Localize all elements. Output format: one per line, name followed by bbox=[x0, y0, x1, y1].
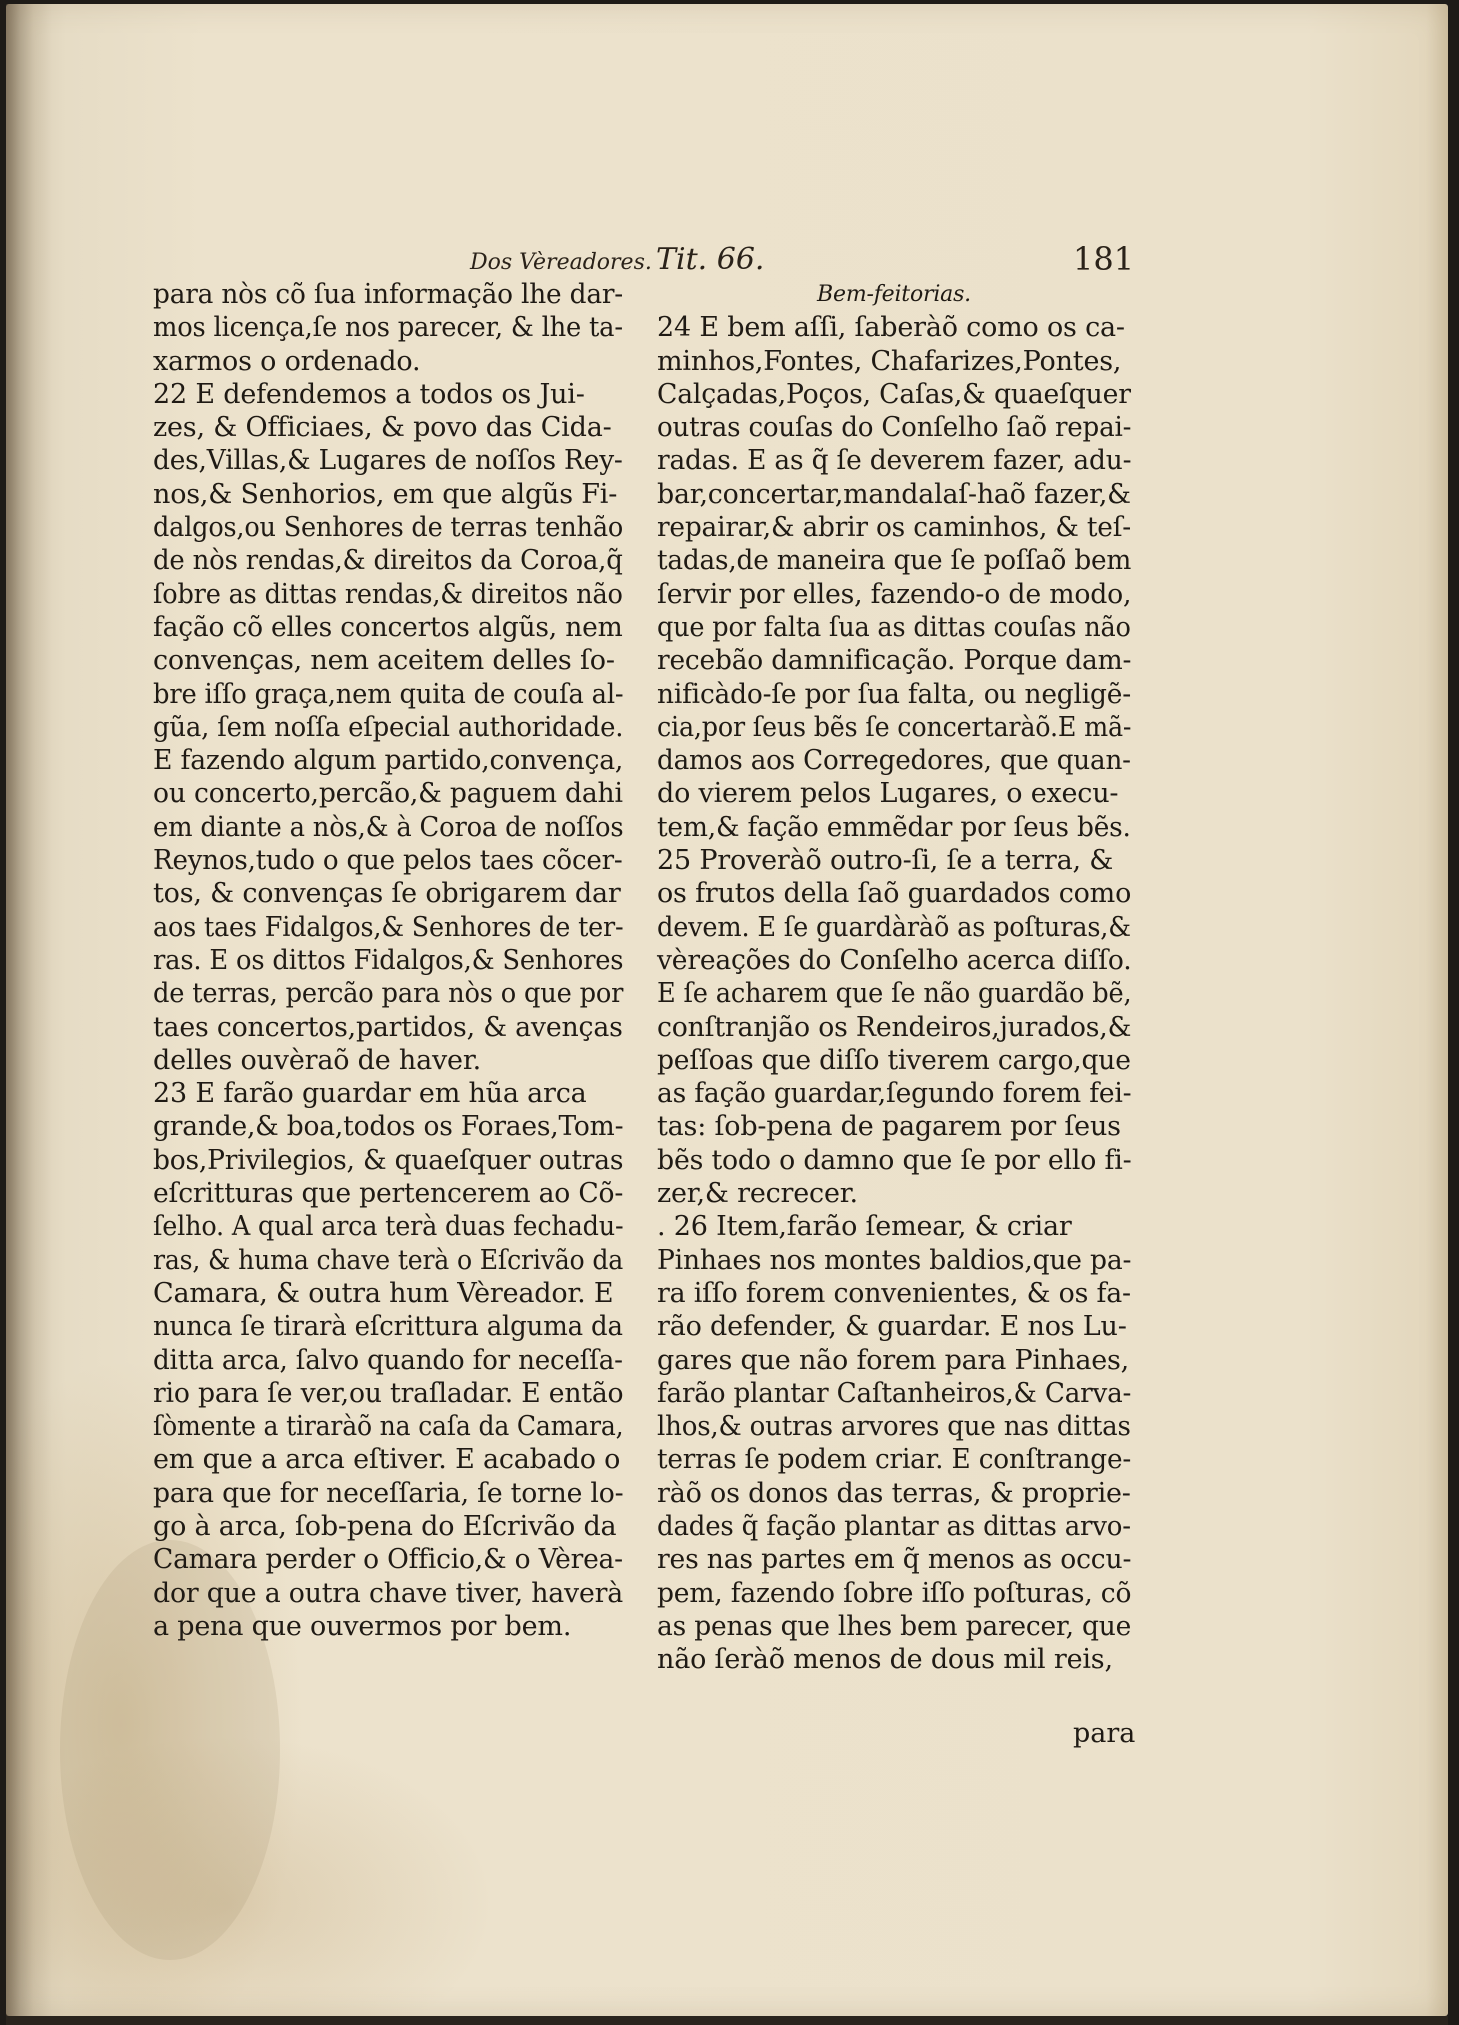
text-line: gũa, ſem noſſa eſpecial authoridade. bbox=[153, 711, 624, 743]
text-line: minhos,Fontes, Chafarizes,Pontes, bbox=[657, 345, 1122, 377]
page-gutter-shadow bbox=[6, 4, 52, 2016]
text-line: 23 E farão guardar em hũa arca bbox=[153, 1078, 587, 1110]
text-line: res nas partes em q̃ menos as occu- bbox=[657, 1544, 1132, 1576]
text-line: Calçadas,Poços, Caſas,& quaeſquer bbox=[657, 378, 1131, 410]
text-line: pem, fazendo ſobre iſſo poſturas, cõ bbox=[657, 1577, 1132, 1609]
text-line: Camara, & outra hum Vèreador. E bbox=[153, 1277, 614, 1309]
text-line: de terras, percão para nòs o que por bbox=[153, 978, 624, 1010]
text-line: ſobre as dittas rendas,& direitos não bbox=[153, 578, 623, 610]
text-line: delles ouvèraõ de haver. bbox=[153, 1044, 481, 1076]
text-line: conſtranjão os Rendeiros,jurados,& bbox=[657, 1011, 1132, 1043]
left-text-column bbox=[153, 278, 623, 1643]
text-line: rio para ſe ver,ou traſladar. E então bbox=[153, 1377, 624, 1409]
text-line: as fação guardar,ſegundo forem fei- bbox=[657, 1078, 1132, 1110]
text-line: 22 E defendemos a todos os Jui- bbox=[153, 378, 585, 410]
text-line: repairar,& abrir os caminhos, & teſ- bbox=[657, 512, 1132, 544]
text-line: Pinhaes nos montes baldios,que pa- bbox=[657, 1244, 1132, 1276]
text-line: dades q̃ fação plantar as dittas arvo- bbox=[657, 1510, 1131, 1542]
text-line: vèreações do Conſelho acerca diſſo. bbox=[657, 944, 1132, 976]
text-line: do vierem pelos Lugares, o execu- bbox=[657, 778, 1119, 810]
section-subheading: Bem-feitorias. bbox=[817, 282, 971, 307]
text-line: grande,& boa,todos os Foraes,Tom- bbox=[153, 1111, 624, 1143]
text-line: gares que não forem para Pinhaes, bbox=[657, 1344, 1130, 1376]
text-line: mos licença,ſe nos parecer, & lhe ta- bbox=[153, 312, 623, 344]
text-line: tos, & convenças ſe obrigarem dar bbox=[153, 878, 621, 910]
text-line: tas: ſob-pena de pagarem por ſeus bbox=[657, 1111, 1121, 1143]
catchword: para bbox=[1073, 1718, 1136, 1749]
text-line: peſſoas que diſſo tiverem cargo,que bbox=[657, 1044, 1131, 1076]
text-line: ſervir por elles, fazendo-o de modo, bbox=[657, 578, 1132, 610]
text-line: para nòs cõ ſua informação lhe dar- bbox=[153, 279, 624, 310]
text-line: damos aos Corregedores, que quan- bbox=[657, 745, 1131, 777]
text-line: recebão damnificação. Porque dam- bbox=[657, 645, 1132, 677]
text-line: ra iſſo forem convenientes, & os fa- bbox=[657, 1277, 1131, 1309]
text-line: nos,& Senhorios, em que algũs Fi- bbox=[153, 478, 618, 510]
text-line: bre iſſo graça,nem quita de couſa al- bbox=[153, 678, 624, 710]
text-line: . 26 Item,farão ſemear, & criar bbox=[657, 1211, 1072, 1243]
right-text-column bbox=[657, 278, 1131, 1676]
text-line: go à arca, ſob-pena do Eſcrivão da bbox=[153, 1510, 617, 1542]
text-line: em que a arca eſtiver. E acabado o bbox=[153, 1444, 621, 1476]
text-line: em diante a nòs,& à Coroa de noſſos bbox=[153, 811, 624, 843]
text-line: xarmos o ordenado. bbox=[153, 345, 421, 377]
text-line: dalgos,ou Senhores de terras tenhão bbox=[153, 512, 624, 544]
text-line: de nòs rendas,& direitos da Coroa,q̃ bbox=[153, 545, 623, 577]
text-line: outras couſas do Conſelho ſaõ repai- bbox=[657, 412, 1132, 444]
running-head-section: Dos Vèreadores. bbox=[470, 250, 652, 275]
text-line: des,Villas,& Lugares de noſſos Rey- bbox=[153, 445, 623, 477]
text-line: Camara perder o Officio,& o Vèrea- bbox=[153, 1544, 623, 1576]
text-line: 24 E bem aſſi, ſaberàõ como os ca- bbox=[657, 312, 1125, 344]
text-line: nunca ſe tirarà eſcrittura alguma da bbox=[153, 1311, 623, 1343]
text-line: ditta arca, ſalvo quando for neceſſa- bbox=[153, 1344, 623, 1376]
text-line: E ſe acharem que ſe não guardão bẽ, bbox=[657, 978, 1132, 1010]
text-line: ſòmente a tiraràõ na caſa da Camara, bbox=[153, 1411, 624, 1443]
text-line: devem. E ſe guardàràõ as poſturas,& bbox=[657, 911, 1131, 943]
text-line: tadas,de maneira que ſe poſſaõ bem bbox=[657, 545, 1132, 577]
text-line: terras ſe podem criar. E conſtrange- bbox=[657, 1444, 1132, 1476]
text-line: bos,Privilegios, & quaeſquer outras bbox=[153, 1144, 624, 1176]
text-line: rão defender, & guardar. E nos Lu- bbox=[657, 1311, 1127, 1343]
text-line: para que for neceſſaria, ſe torne lo- bbox=[153, 1477, 624, 1509]
text-line: a pena que ouvermos por bem. bbox=[153, 1610, 572, 1642]
text-line: lhos,& outras arvores que nas dittas bbox=[657, 1411, 1131, 1443]
text-line: que por falta ſua as dittas couſas não bbox=[657, 611, 1131, 643]
text-line: cia,por ſeus bẽs ſe concertaràõ.E mã- bbox=[657, 711, 1132, 743]
text-line: ou concerto,percão,& paguem dahi bbox=[153, 778, 623, 810]
text-line: nificàdo-ſe por ſua falta, ou negligẽ- bbox=[657, 678, 1131, 710]
text-line: tem,& fação emmẽdar por ſeus bẽs. bbox=[657, 811, 1131, 843]
text-line: ràõ os donos das terras, & proprie- bbox=[657, 1477, 1131, 1509]
text-line: os frutos della ſaõ guardados como bbox=[657, 878, 1132, 910]
text-line: fação cõ elles concertos algũs, nem bbox=[153, 611, 623, 643]
text-line: 25 Proveràõ outro-ſi, ſe a terra, & bbox=[657, 845, 1114, 877]
text-line: Reynos,tudo o que pelos taes cõcer- bbox=[153, 845, 623, 877]
text-line: zes, & Officiaes, & povo das Cida- bbox=[153, 412, 612, 444]
text-line: taes concertos,partidos, & avenças bbox=[153, 1011, 623, 1043]
running-head bbox=[470, 242, 1130, 282]
text-line: zer,& recrecer. bbox=[657, 1178, 858, 1210]
text-line: eſcritturas que pertencerem ao Cõ- bbox=[153, 1178, 624, 1210]
text-line: E fazendo algum partido,convença, bbox=[153, 745, 624, 777]
running-head-title: Tit. 66. bbox=[656, 242, 765, 277]
text-line: convenças, nem aceitem delles ſo- bbox=[153, 645, 615, 677]
text-line: bẽs todo o damno que ſe por ello fi- bbox=[657, 1144, 1132, 1176]
text-line: dor que a outra chave tiver, haverà bbox=[153, 1577, 623, 1609]
text-line: ras, & huma chave terà o Eſcrivão da bbox=[153, 1244, 624, 1276]
text-line: aos taes Fidalgos,& Senhores de ter- bbox=[153, 911, 624, 943]
text-line: as penas que lhes bem parecer, que bbox=[657, 1610, 1132, 1642]
text-line: farão plantar Caſtanheiros,& Carva- bbox=[657, 1377, 1132, 1409]
text-line: ras. E os dittos Fidalgos,& Senhores bbox=[153, 944, 624, 976]
page-bottom-edge bbox=[6, 2016, 1448, 2025]
text-line: bar,concertar,mandalaſ-haõ fazer,& bbox=[657, 478, 1131, 510]
text-line: ſelho. A qual arca terà duas fechadu- bbox=[153, 1211, 624, 1243]
page-number: 181 bbox=[1073, 240, 1135, 278]
text-line: radas. E as q̃ ſe deverem fazer, adu- bbox=[657, 445, 1132, 477]
text-line: não ſeràõ menos de dous mil reis, bbox=[657, 1644, 1113, 1676]
